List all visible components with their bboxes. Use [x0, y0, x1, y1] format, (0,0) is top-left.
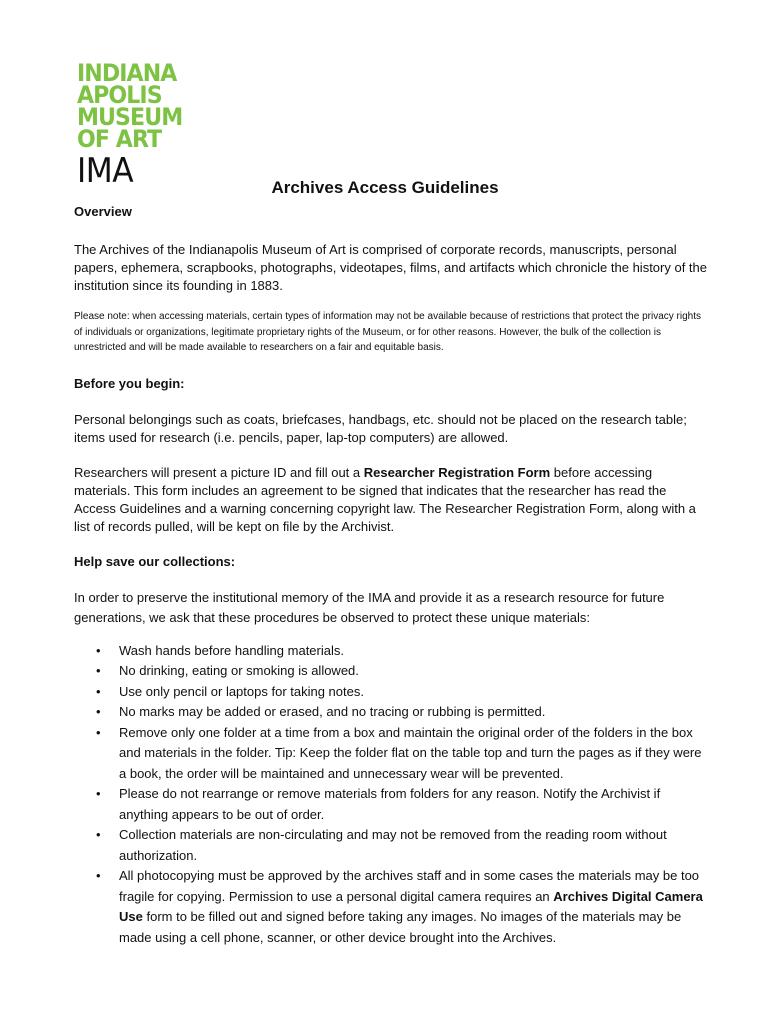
- list-item: [74, 723, 710, 785]
- bullet-icon: •: [96, 724, 101, 740]
- bullet-icon: •: [96, 786, 101, 801]
- before-heading: Before you begin:: [74, 375, 185, 391]
- bullet-icon: •: [96, 868, 101, 883]
- logo-line-4: OF ART: [77, 125, 162, 153]
- list-item: [74, 825, 710, 866]
- list-item-text: Wash hands before handling materials.: [119, 642, 344, 658]
- bullet-icon: •: [96, 827, 101, 842]
- logo-abbr: IMA: [77, 151, 134, 191]
- list-item: [74, 866, 710, 948]
- registration-form-name: Researcher Registration Form: [363, 464, 551, 480]
- list-item: [74, 641, 710, 662]
- document-body: [74, 203, 710, 948]
- list-item-text-pre: All photocopying must be approved by the archives staff and in some cases the materials may be too fragile for copying. Permission to use a personal digital camera requires an: [119, 868, 700, 904]
- list-item-text: Remove only one folder at a time from a box and maintain the original order of the folders in the box and materials in the folder. Tip: Keep the folder flat on the table top and turn the pages as if they were a book, the order will be maintained and unnecessary wear will be prevented.: [119, 724, 702, 781]
- list-item-text: Collection materials are non-circulating and may not be removed from the reading room without authorization.: [119, 827, 667, 863]
- overview-heading: Overview: [74, 204, 132, 219]
- before-paragraph-1: Personal belongings such as coats, briefcases, handbags, etc. should not be placed on the research table; items used for research (i.e. pencils, paper, lap-top computers) are allowed.: [74, 411, 687, 445]
- logo-line-1: INDIANA: [77, 59, 177, 87]
- help-heading: Help save our collections:: [74, 553, 236, 569]
- list-item-text-post: form to be filled out and signed before taking any images. No images of the materials may be made using a cell phone, scanner, or other device brought into the Archives.: [119, 909, 682, 945]
- procedures-list: [74, 641, 710, 949]
- bullet-icon: •: [96, 683, 101, 699]
- camera-form-name: Archives Digital Camera Use: [119, 888, 703, 924]
- bullet-icon: •: [96, 642, 101, 658]
- list-item-text: Use only pencil or laptops for taking notes.: [119, 683, 364, 699]
- help-intro: In order to preserve the institutional memory of the IMA and provide it as a research resource for future generations, we ask that these procedures be observed to protect these unique materials:: [74, 589, 665, 625]
- before-paragraph-2-post: before accessing materials. This form includes an agreement to be signed that indicates that the researcher has read the Access Guidelines and a warning concerning copyright law. The Researcher Registration Form, along with a list of records pulled, will be kept on file by the Archivist.: [74, 464, 696, 534]
- list-item: [74, 702, 710, 723]
- list-item: [74, 682, 710, 703]
- overview-paragraph: The Archives of the Indianapolis Museum of Art is comprised of corporate records, manuscripts, personal papers, ephemera, scrapbooks, photographs, videotapes, films, and artifacts which chronicle the history of the institution since its founding in 1883.: [74, 242, 708, 293]
- bullet-icon: •: [96, 704, 101, 719]
- before-paragraph-2: [74, 464, 710, 536]
- logo-line-2: APOLIS: [77, 81, 162, 109]
- list-item: [74, 784, 710, 825]
- list-item-text: No marks may be added or erased, and no tracing or rubbing is permitted.: [119, 704, 546, 719]
- ima-logo: [77, 59, 191, 191]
- list-item: [74, 661, 710, 682]
- before-paragraph-2-pre: Researchers will present a picture ID and fill out a: [74, 464, 364, 480]
- page-title: Archives Access Guidelines: [271, 178, 499, 197]
- list-item-text: Please do not rearrange or remove materials from folders for any reason. Notify the Archivist if anything appears to be out of order.: [119, 786, 661, 822]
- bullet-icon: •: [96, 663, 101, 678]
- list-item-text: No drinking, eating or smoking is allowed.: [119, 663, 359, 678]
- logo-line-3: MUSEUM: [77, 103, 183, 131]
- overview-note: Please note: when accessing materials, certain types of information may not be available because of restrictions that protect the privacy rights of individuals or organizations, legitimate proprietary rights of the Museum, or for other reasons. However, the bulk of the collection is unrestricted and will be made available to researchers on a fair and equitable basis.: [74, 311, 701, 353]
